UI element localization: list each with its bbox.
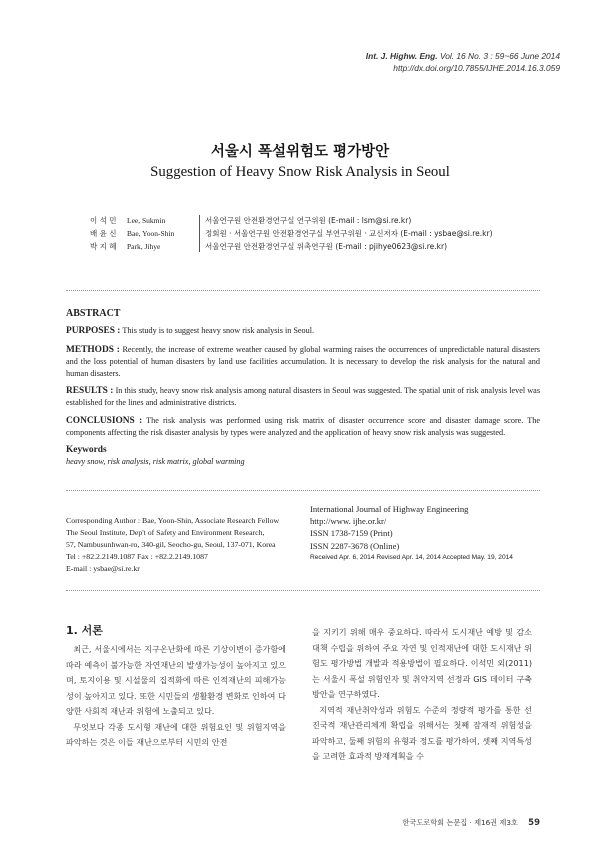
author-name-english: Bae, Yoon-Shin xyxy=(127,229,175,238)
received-dates: Received Apr. 6, 2014 Revised Apr. 14, 2014 Accepted May. 19, 2014 xyxy=(310,553,513,561)
abstract-heading: ABSTRACT xyxy=(66,308,121,319)
paragraph: 지역적 재난취약성과 위험도 수준의 정량적 평가를 통한 선진국적 재난관리체계 확립을 위해서는 첫째 잠재적 위험성을 파악하고, 둘째 위험의 유형과 정도를 평가하여, 셋째 지역특성을 고려한 효과적 방재계획을 수 xyxy=(312,704,532,761)
keywords-heading: Keywords xyxy=(66,444,107,455)
abstract-text: The risk analysis was performed using risk matrix of disaster occurrence score and disaster damage score. The components affecting the risk disaster analysis by types were analyzed and the application of heavy snow risk analysis was suggested. xyxy=(66,415,540,438)
title-korean: 서울시 폭설위험도 평가방안 xyxy=(210,144,390,160)
abstract-text: This study is to suggest heavy snow risk analysis in Seoul. xyxy=(120,326,315,336)
abstract xyxy=(66,308,540,467)
title-english: Suggestion of Heavy Snow Risk Analysis in Seoul xyxy=(150,164,450,180)
author-name-korean: 배 윤 신 xyxy=(90,229,117,238)
section-heading: 1. 서론 xyxy=(66,624,103,637)
journal-info xyxy=(310,503,550,564)
divider-dotted xyxy=(66,490,540,491)
author-name-korean: 이 석 민 xyxy=(90,216,117,225)
journal-name: International Journal of Highway Engineering xyxy=(310,504,469,514)
author-row xyxy=(90,214,493,227)
divider-dotted xyxy=(66,290,540,291)
volume-info: Vol. 16 No. 3 : 59~66 June 2014 xyxy=(439,51,560,61)
abstract-results xyxy=(66,385,540,409)
keywords: heavy snow, risk analysis, risk matrix, global warming xyxy=(66,457,245,467)
author-list xyxy=(90,214,493,253)
author-divider xyxy=(199,215,200,252)
author-row xyxy=(90,240,493,253)
page-number: 59 xyxy=(528,818,540,828)
abstract-label: METHODS : xyxy=(66,344,120,355)
author-name-korean: 박 지 혜 xyxy=(90,242,117,251)
journal-url[interactable]: http://www. ijhe.or.kr/ xyxy=(310,516,387,527)
author-name-english: Lee, Sukmin xyxy=(127,216,166,225)
abstract-label: PURPOSES : xyxy=(66,326,121,337)
abstract-purposes xyxy=(66,325,540,337)
divider-dotted xyxy=(66,590,540,591)
corr-line: Corresponding Author : Bae, Yoon-Shin, Associate Research Fellow xyxy=(66,516,280,525)
paragraph: 무엇보다 각종 도시형 재난에 대한 위험요인 및 위험지역을 파악하는 것은 이들 재난으로부터 시민의 안전 xyxy=(66,721,286,747)
journal-abbreviation: Int. J. Highw. Eng. xyxy=(365,51,438,61)
abstract-text: Recently, the increase of extreme weather caused by global warming raises the occurrences of unpredictable natural disasters and the loss potential of human disasters by land use facilities accumulation. It is necessary to develop the risk analysis for the natural and human disasters. xyxy=(66,344,540,378)
corresponding-author xyxy=(66,515,296,575)
corr-line: Tel : +82.2.2149.1087 Fax : +82.2.2149.1087 xyxy=(66,552,208,561)
journal-header xyxy=(366,50,560,74)
abstract-label: RESULTS : xyxy=(66,386,114,397)
author-affiliation: 서울연구원 안전환경연구실 위촉연구원 (E-mail : pjihye0623@si.re.kr) xyxy=(205,242,448,251)
abstract-text: In this study, heavy snow risk analysis among natural disasters in Seoul was suggested. The spatial unit of risk analysis level was established for the lines and administrative districts. xyxy=(66,386,541,408)
issn-online: ISSN 2287-3678 (Online) xyxy=(310,540,400,551)
corr-line: 57, Nambusunhwan-ro, 340-gil, Seocho-gu, Seoul, 137-071, Korea xyxy=(66,540,276,549)
body-column-left xyxy=(66,642,286,751)
abstract-label: CONCLUSIONS : xyxy=(66,415,143,426)
abstract-conclusions xyxy=(66,415,540,439)
paragraph: 최근, 서울시에서는 지구온난화에 따른 기상이변이 증가함에 따라 예측이 불가능한 자연재난의 발생가능성이 높아지고 있으며, 토지이용 및 시설물의 집적화에 따른 인적재난의 피해가능성이 높아지고 있다. 또한 시민들의 생활환경 변화로 인하여 다양한 사회적 재난과 위험에 노출되고 있다. xyxy=(66,644,286,716)
doi-link[interactable]: http://dx.doi.org/10.7855/IJHE.2014.16.3.059 xyxy=(393,63,560,73)
corr-line: The Seoul Institute, Dep't of Safety and Environment Research, xyxy=(66,528,265,537)
author-name-english: Park, Jihye xyxy=(127,242,161,251)
author-row xyxy=(90,227,493,240)
issn-print: ISSN 1738-7159 (Print) xyxy=(310,528,393,539)
corr-email: E-mail : ysbae@si.re.kr xyxy=(66,564,140,573)
body-column-right xyxy=(312,625,532,765)
author-affiliation: 정회원 · 서울연구원 안전환경연구실 부연구위원 · 교신저자 (E-mail : ysbae@si.re.kr) xyxy=(205,229,493,238)
footer-journal: 한국도로학회 논문집 · 제16권 제3호 xyxy=(402,818,518,827)
paragraph: 을 지키기 위해 매우 중요하다. 따라서 도시재난 예방 및 감소대책 수립을 위하여 주요 자연 및 인적재난에 대한 도시재난 위험도 평가방법 개발과 적용방법이 필요하다. 이석민 외(2011)는 서울시 폭설 위험인자 및 취약지역 선정과 GIS 데이터 구축방안을 연구하였다. xyxy=(312,627,532,699)
page-footer xyxy=(402,818,540,828)
abstract-methods xyxy=(66,344,540,379)
author-affiliation: 서울연구원 안전환경연구실 연구위원 (E-mail : lsm@si.re.kr) xyxy=(205,216,412,225)
